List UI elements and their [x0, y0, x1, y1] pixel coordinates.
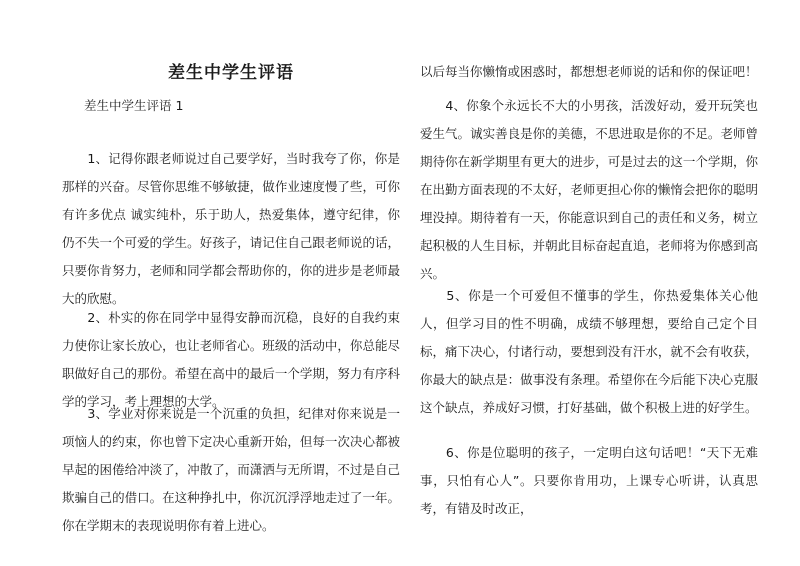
paragraph-5: 5、你是一个可爱但不懂事的学生，你热爱集体关心他人，但学习目的性不明确，成绩不够理想，要给自己定个目标，痛下决心，付诸行动，要想到没有汗水，就不会有收获，你最大的缺点是：做事没有条理。希望你在今后能下决心克服这个缺点，养成好习惯，打好基础，做个积极上进的好学生。 — [420, 288, 758, 415]
document-subtitle: 差生中学生评语 1 — [84, 98, 184, 113]
paragraph-2: 2、朴实的你在同学中显得安静而沉稳，良好的自我约束力使你让家长放心，也让老师省心。班级的活动中，你总能尽职做好自己的那份。希望在高中的最后一个学期，努力有序科学的学习，考上理想的大学。 — [62, 310, 400, 409]
document-title: 差生中学生评语 — [168, 63, 294, 83]
paragraph-3: 3、学业对你来说是一个沉重的负担，纪律对你来说是一项恼人的约束，你也曾下定决心重新开始，但每一次决心都被早起的困倦给冲淡了，冲散了，而潇洒与无所谓，不过是自己欺骗自己的借口。在这种挣扎中，你沉沉浮浮地走过了一年。你在学期末的表现说明你有着上进心。 — [62, 406, 400, 533]
left-column — [62, 0, 400, 566]
paragraph-1: 1、记得你跟老师说过自己要学好，当时我夸了你，你是那样的兴奋。尽管你思维不够敏捷，做作业速度慢了些，可你有许多优点 诚实纯朴，乐于助人，热爱集体，遵守纪律，你仍不失一个可爱的学生。好孩子，请记住自己跟老师说的话，只要你肯努力，老师和同学都会帮助你的，你的进步是老师最大的欣慰。 — [62, 151, 400, 306]
paragraph-4: 4、你象个永远长不大的小男孩，活泼好动，爱开玩笑也爱生气。诚实善良是你的美德，不思进取是你的不足。老师曾期待你在新学期里有更大的进步，可是过去的这一个学期，你在出勤方面表现的不太好，老师更担心你的懒惰会把你的聪明埋没掉。期待着有一天，你能意识到自己的责任和义务，树立起积极的人生目标，并朝此目标奋起直追，老师将为你感到高兴。 — [420, 98, 758, 281]
right-column — [420, 0, 758, 566]
paragraph-3-continuation: 以后每当你懒惰或困惑时，都想想老师说的话和你的保证吧！ — [420, 64, 758, 79]
paragraph-6: 6、你是位聪明的孩子，一定明白这句话吧！“天下无难事，只怕有心人”。只要你肯用功，上课专心听讲，认真思考，有错及时改正， — [420, 445, 758, 516]
